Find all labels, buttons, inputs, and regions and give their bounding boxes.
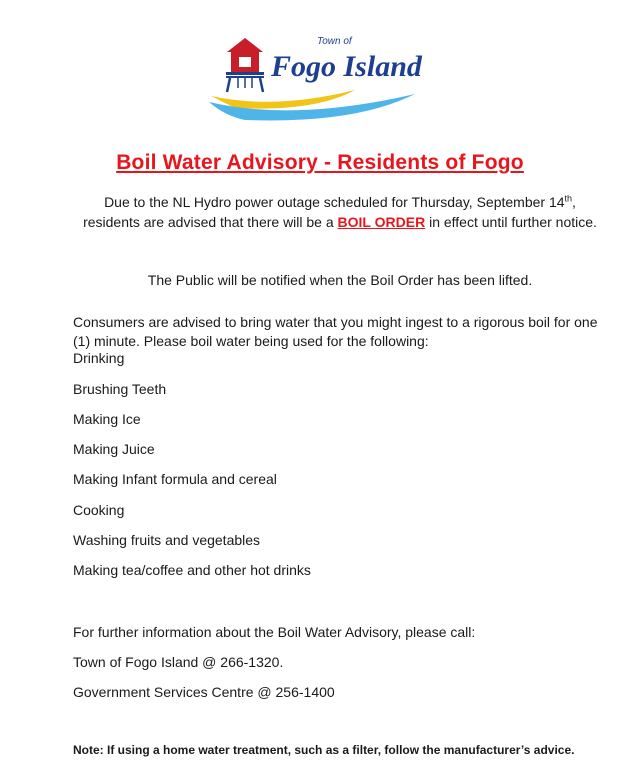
intro-text-3: in effect until further notice.: [425, 214, 597, 230]
list-item: Washing fruits and vegetables: [73, 532, 261, 548]
logo-graphic: [205, 30, 435, 122]
logo-fogo-island: Fogo Island: [271, 50, 422, 83]
list-item: Making Juice: [73, 441, 155, 457]
contact-government: Government Services Centre @ 256-1400: [73, 684, 335, 700]
list-item: Making tea/coffee and other hot drinks: [73, 562, 311, 578]
town-logo: [205, 30, 435, 122]
list-item: Making Ice: [73, 411, 141, 427]
page-title: Boil Water Advisory - Residents of Fogo: [116, 151, 524, 174]
consumers-paragraph: Consumers are advised to bring water that you might ingest to a rigorous boil for one (1) minute. Please boil water being used for the following:: [73, 314, 598, 349]
logo-town-of: Town of: [317, 36, 352, 47]
list-item: Brushing Teeth: [73, 381, 167, 397]
house-icon: [226, 38, 264, 92]
public-notice: The Public will be notified when the Boil Order has been lifted.: [147, 272, 533, 288]
contact-intro: For further information about the Boil Water Advisory, please call:: [73, 624, 476, 640]
contact-town: Town of Fogo Island @ 266-1320.: [73, 654, 284, 670]
boil-order-label: BOIL ORDER: [337, 214, 426, 230]
list-item: Making Infant formula and cereal: [73, 471, 277, 487]
intro-paragraph: [80, 192, 600, 232]
intro-text-2: , residents are advised that there will be a: [83, 194, 576, 230]
list-item: Cooking: [73, 502, 125, 518]
list-item: Drinking: [73, 350, 125, 366]
wave-icon: [209, 90, 415, 120]
footer-note: Note: If using a home water treatment, such as a filter, follow the manufacturer’s advice.: [73, 743, 575, 757]
intro-text-1: Due to the NL Hydro power outage scheduled for Thursday, September 14: [104, 194, 565, 210]
intro-sup: th: [564, 193, 573, 204]
